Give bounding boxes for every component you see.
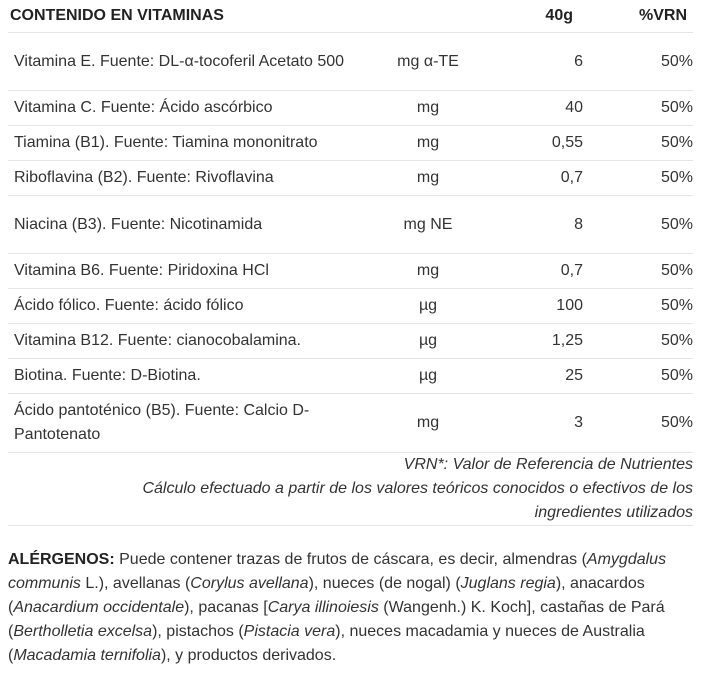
species-name: Pistacia vera (243, 623, 336, 640)
vitamin-unit: mg NE (393, 196, 463, 254)
vitamin-name: Niacina (B3). Fuente: Nicotinamida (8, 196, 393, 254)
allergens-text: ), pacanas [ (184, 599, 268, 616)
vitamin-name: Vitamina B12. Fuente: cianocobalamina. (8, 324, 393, 359)
vitamin-amount: 100 (463, 289, 583, 324)
vitamin-name: Vitamina C. Fuente: Ácido ascórbico (8, 91, 393, 126)
allergens-label: ALÉRGENOS: (8, 551, 115, 568)
species-name: Macadamia ternifolia (13, 647, 161, 664)
vitamin-name: Vitamina B6. Fuente: Piridoxina HCl (8, 254, 393, 289)
vitamin-amount: 1,25 (463, 324, 583, 359)
vitamin-name: Riboflavina (B2). Fuente: Rivoflavina (8, 161, 393, 196)
allergens-text: ), nueces macadamia y nueces de Australia ( (8, 623, 645, 664)
vitamin-vrn: 50% (583, 359, 693, 394)
allergens-statement (8, 548, 698, 668)
vitamin-vrn: 50% (583, 254, 693, 289)
species-name: Anacardium occidentale (13, 599, 185, 616)
vitamin-amount: 40 (463, 91, 583, 126)
vitamin-unit: µg (393, 324, 463, 359)
vitamin-name: Tiamina (B1). Fuente: Tiamina mononitrato (8, 126, 393, 161)
table-row (8, 161, 693, 196)
vitamin-unit: µg (393, 359, 463, 394)
vitamin-name: Vitamina E. Fuente: DL-α-tocoferil Acetato 500 (8, 33, 393, 91)
allergens-text: (Wangenh.) K. Koch], castañas de Pará ( (8, 599, 665, 640)
vitamin-vrn: 50% (583, 196, 693, 254)
vitamin-amount: 3 (463, 394, 583, 453)
vitamin-name: Ácido fólico. Fuente: ácido fólico (8, 289, 393, 324)
vitamin-amount: 6 (463, 33, 583, 91)
vrn-definition: VRN*: Valor de Referencia de Nutrientes (403, 456, 693, 473)
vitamin-amount: 0,7 (463, 161, 583, 196)
vitamin-vrn: 50% (583, 289, 693, 324)
table-row (8, 91, 693, 126)
table-row (8, 33, 693, 91)
vitamin-vrn: 50% (583, 394, 693, 453)
vitamin-vrn: 50% (583, 126, 693, 161)
species-name: Amygdalus communis (8, 551, 667, 592)
header-vrn: %VRN (583, 0, 693, 33)
allergens-text: ), nueces (de nogal) ( (308, 575, 461, 592)
vitamin-unit: mg (393, 126, 463, 161)
vitamin-vrn: 50% (583, 161, 693, 196)
vitamin-unit: mg (393, 161, 463, 196)
vitamin-vrn: 50% (583, 324, 693, 359)
vitamin-unit: mg (393, 254, 463, 289)
table-row (8, 254, 693, 289)
species-name: Juglans regia (460, 575, 556, 592)
species-name: Bertholletia excelsa (13, 623, 153, 640)
vitamin-amount: 0,7 (463, 254, 583, 289)
table-footnote-row (8, 453, 693, 526)
vitamin-amount: 8 (463, 196, 583, 254)
table-footnote (8, 453, 693, 526)
species-name: Carya illinoiesis (267, 599, 379, 616)
calculation-note: Cálculo efectuado a partir de los valores teóricos conocidos o efectivos de los ingredientes utilizados (142, 480, 693, 521)
vitamin-unit: mg (393, 394, 463, 453)
vitamin-name: Biotina. Fuente: D-Biotina. (8, 359, 393, 394)
allergens-text: ), anacardos ( (8, 575, 645, 616)
vitamin-amount: 0,55 (463, 126, 583, 161)
table-row (8, 289, 693, 324)
allergens-text: L.), avellanas ( (80, 575, 191, 592)
vitamin-vrn: 50% (583, 91, 693, 126)
table-row (8, 324, 693, 359)
vitamin-unit: mg α-TE (393, 33, 463, 91)
vitamin-vrn: 50% (583, 33, 693, 91)
allergens-text: ), y productos derivados. (160, 647, 337, 664)
header-name: CONTENIDO EN VITAMINAS (8, 0, 393, 33)
table-row (8, 359, 693, 394)
allergens-text: Puede contener trazas de frutos de cáscara, es decir, almendras ( (114, 551, 587, 568)
species-name: Corylus avellana (190, 575, 309, 592)
vitamin-amount: 25 (463, 359, 583, 394)
vitamin-unit: µg (393, 289, 463, 324)
vitamin-table (8, 0, 693, 526)
allergens-text: ), pistachos ( (152, 623, 244, 640)
table-row (8, 196, 693, 254)
header-amount: 40g (463, 0, 583, 33)
table-row (8, 126, 693, 161)
vitamin-unit: mg (393, 91, 463, 126)
table-row (8, 394, 693, 453)
table-header-row (8, 0, 693, 33)
vitamin-name: Ácido pantoténico (B5). Fuente: Calcio D-Pantotenato (8, 394, 393, 453)
header-unit (393, 0, 463, 33)
